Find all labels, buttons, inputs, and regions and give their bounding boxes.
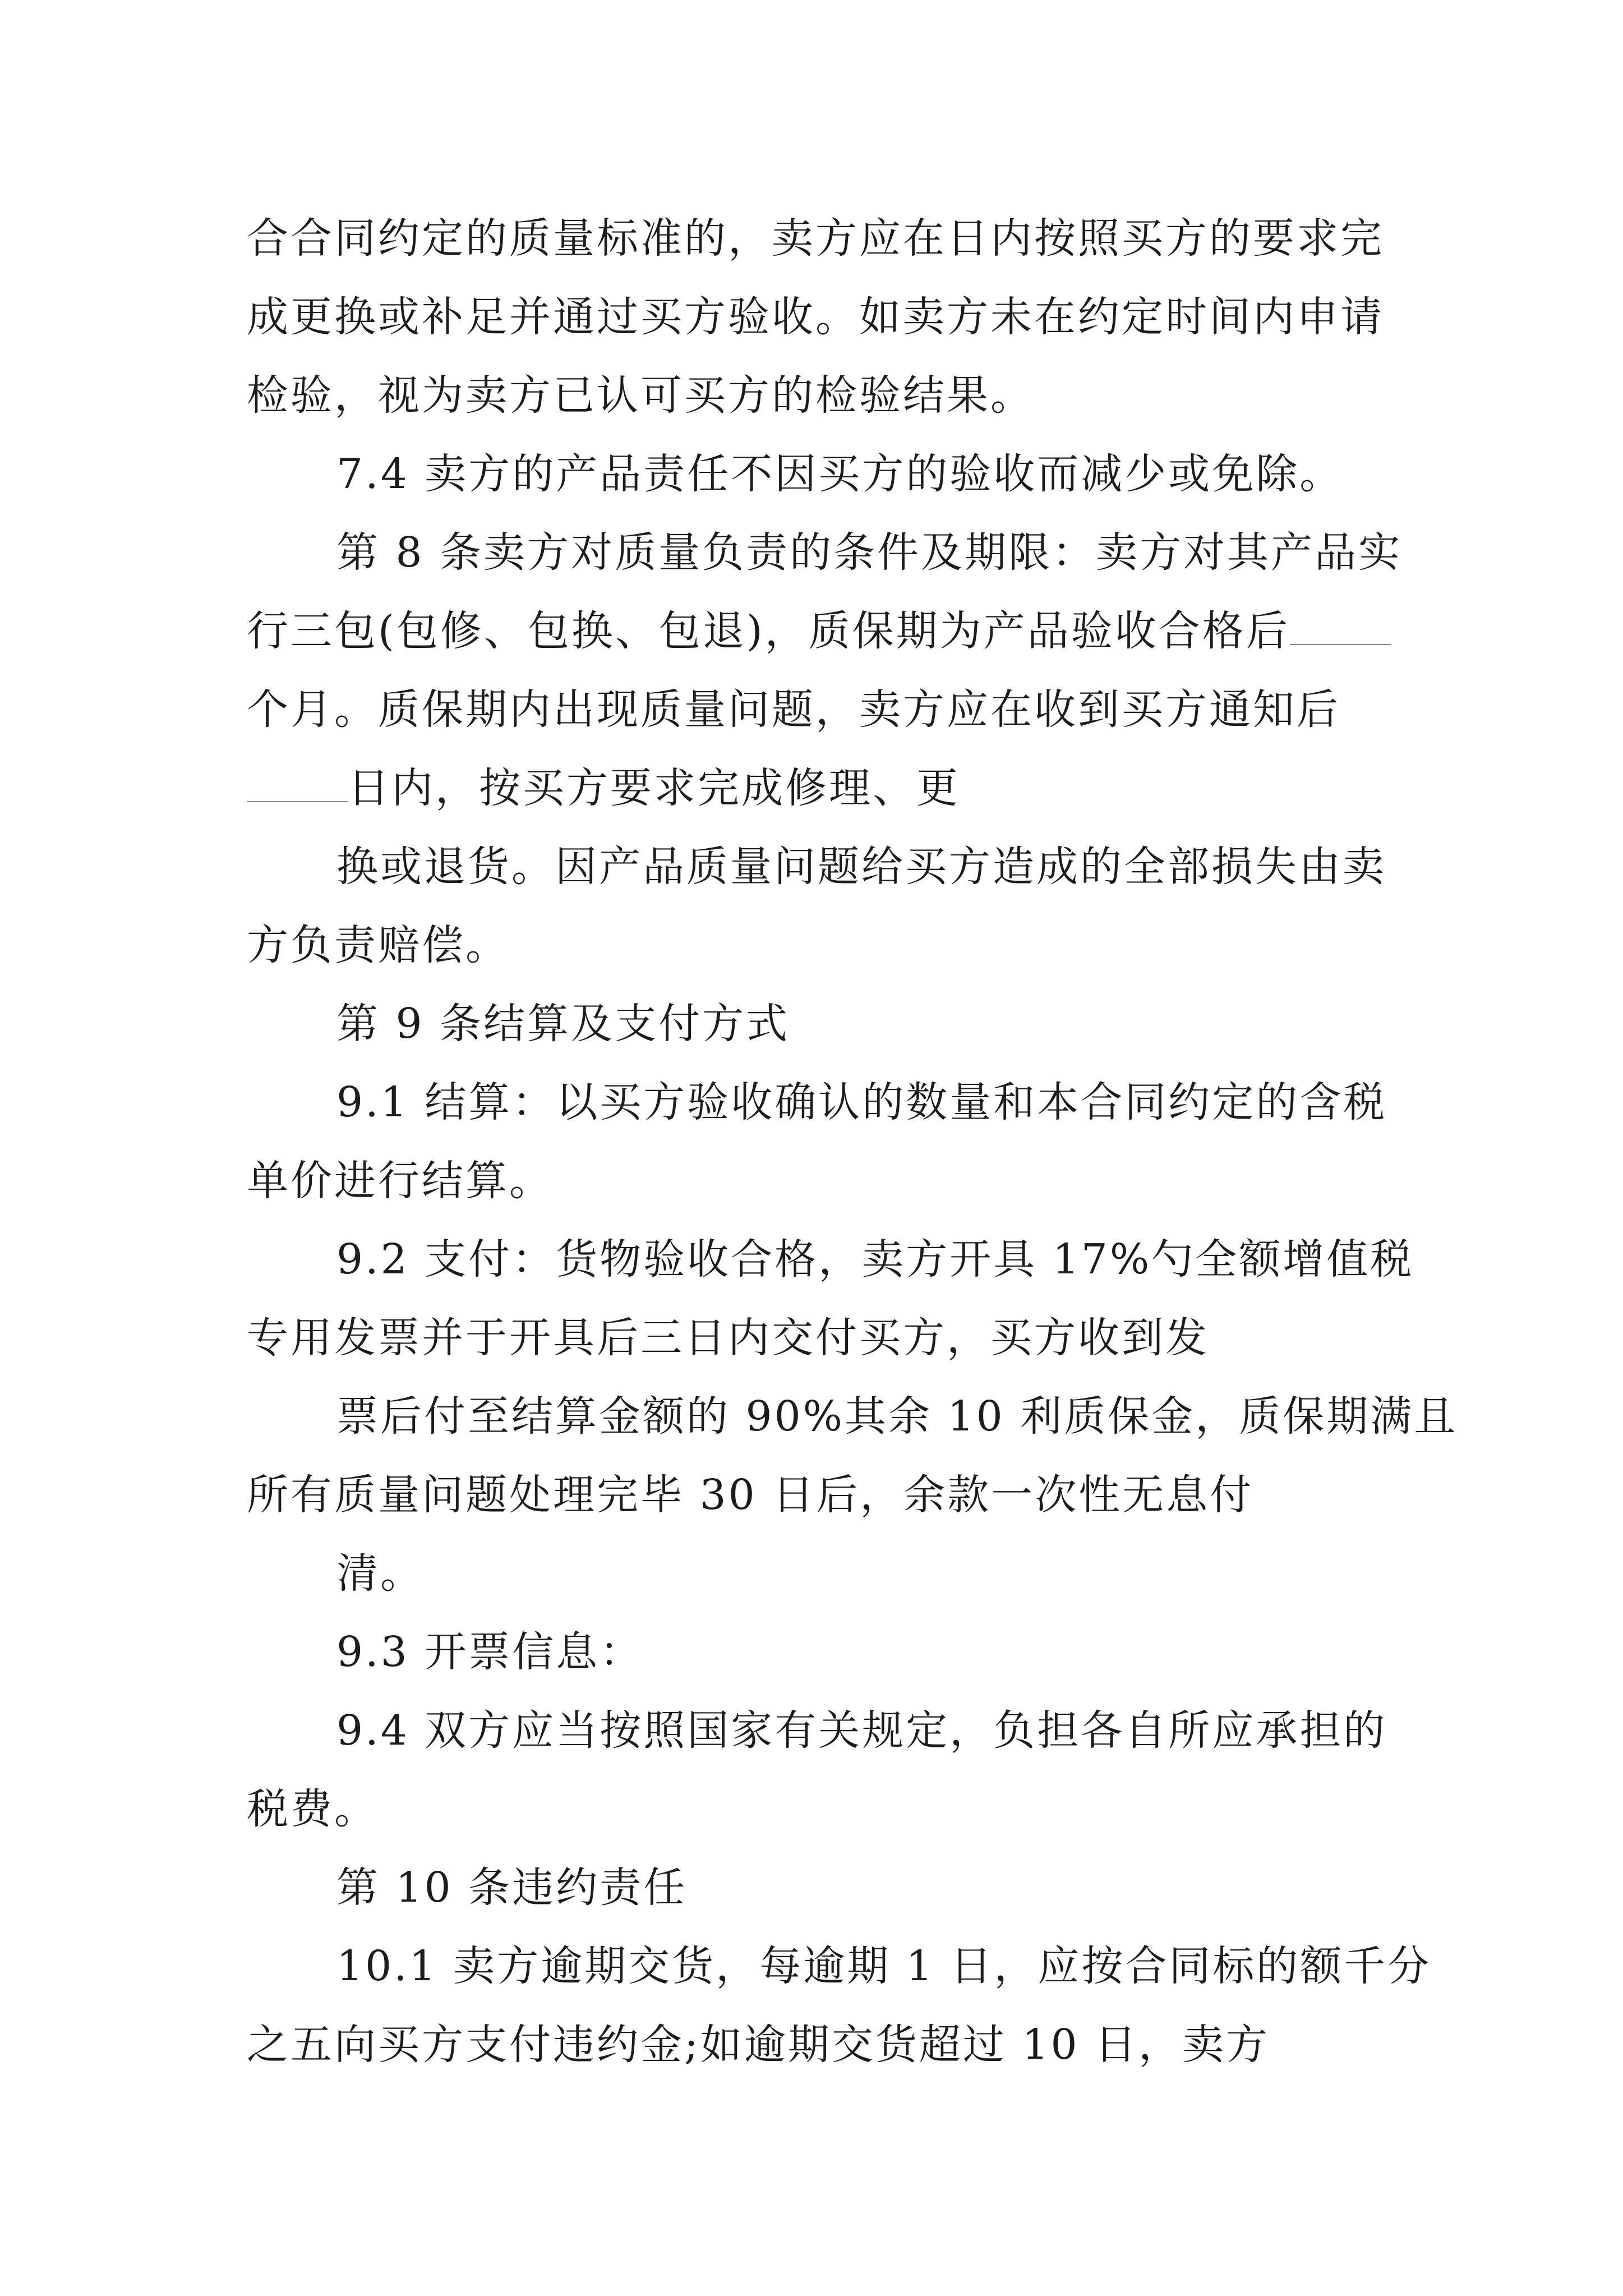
text-segment: 日内，按买方要求完成修理、更 — [348, 764, 960, 812]
fill-in-blank — [1290, 610, 1391, 645]
section-heading: 第 10 条违约责任 — [336, 1864, 688, 1912]
text-line: 换或退货。因产品质量问题给买方造成的全部损失由卖 — [336, 843, 1386, 891]
text-line: 之五向买方支付违约金;如逾期交货超过 10 日，卖方 — [247, 2021, 1270, 2069]
text-line: 9.3 开票信息： — [336, 1628, 644, 1676]
text-line: 税费。 — [247, 1785, 378, 1833]
fill-in-blank — [247, 767, 348, 802]
text-line: 检验，视为卖方已认可买方的检验结果。 — [247, 371, 1034, 420]
text-line: 个月。质保期内出现质量问题，卖方应在收到买方通知后 — [247, 685, 1340, 734]
text-line-with-blank — [247, 760, 960, 816]
text-line: 9.4 双方应当按照国家有关规定，负担各自所应承担的 — [336, 1706, 1387, 1755]
text-line: 9.2 支付：货物验收合格，卖方开具 17%勺全额增值税 — [336, 1235, 1414, 1283]
text-line: 7.4 卖方的产品责任不因买方的验收而减少或免除。 — [336, 450, 1344, 498]
text-line: 票后付至结算金额的 90%其余 10 利质保金，质保期满且 — [336, 1392, 1458, 1441]
text-line: 9.1 结算：以买方验收确认的数量和本合同约定的含税 — [336, 1078, 1387, 1126]
text-line-with-blank — [247, 603, 1391, 659]
text-line: 单价进行结算。 — [247, 1157, 553, 1205]
text-line: 清。 — [336, 1549, 424, 1598]
text-line: 成更换或补足并通过买方验收。如卖方未在约定时间内申请 — [247, 293, 1384, 341]
text-line: 第 8 条卖方对质量负责的条件及期限：卖方对其产品实 — [336, 528, 1403, 577]
text-line: 专用发票并于开具后三日内交付买方，买方收到发 — [247, 1314, 1209, 1362]
text-segment: 行三包(包修、包换、包退)，质保期为产品验收合格后 — [247, 607, 1290, 655]
section-heading: 第 9 条结算及支付方式 — [336, 1000, 790, 1048]
text-line: 所有质量问题处理完毕 30 日后，余款一次性无息付 — [247, 1471, 1254, 1519]
text-line: 合合同约定的质量标准的，卖方应在日内按照买方的要求完 — [247, 214, 1384, 263]
text-line: 10.1 卖方逾期交货，每逾期 1 日，应按合同标的额千分 — [336, 1942, 1432, 1990]
text-line: 方负责赔偿。 — [247, 921, 509, 969]
